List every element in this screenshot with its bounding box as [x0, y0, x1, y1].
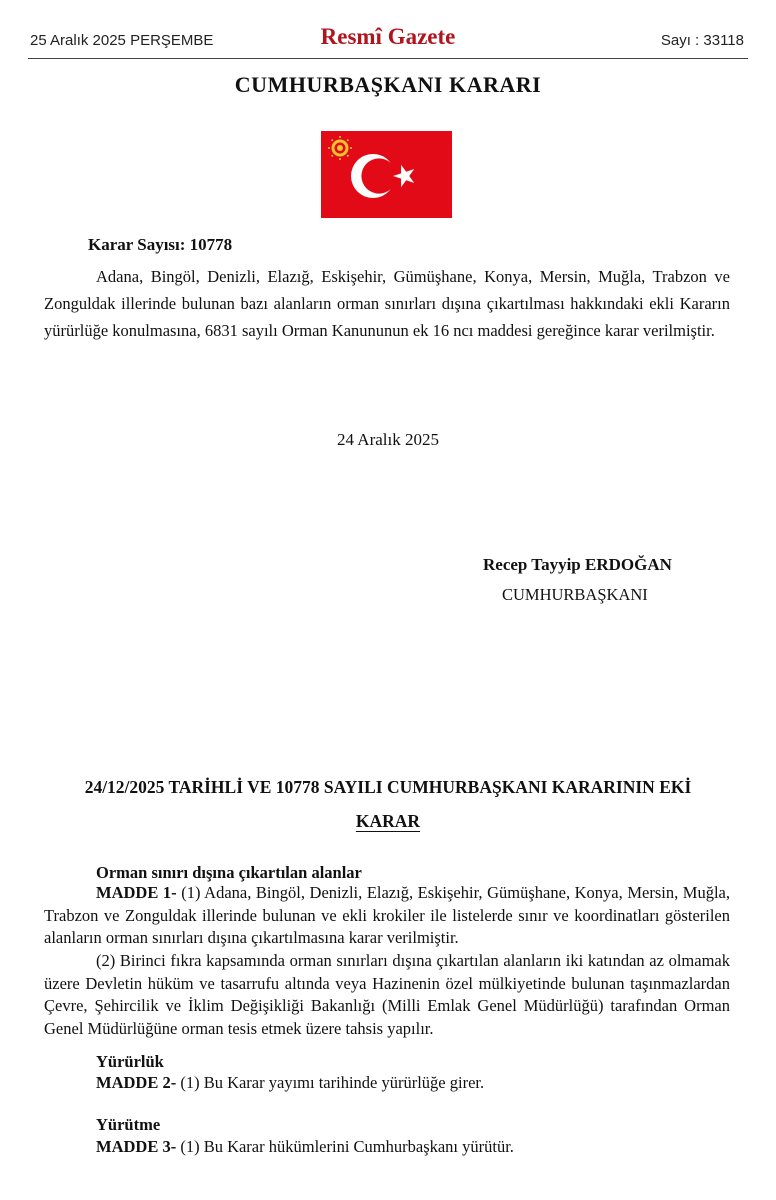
- turkish-flag-icon: [321, 131, 452, 218]
- article-label: MADDE 2-: [96, 1073, 177, 1092]
- decree-date: 24 Aralık 2025: [337, 430, 439, 449]
- article-text: (1) Adana, Bingöl, Denizli, Elazığ, Eskişehir, Gümüşhane, Konya, Mersin, Muğla, Trabzon ve Zonguldak illerinde bulunan ve ekli krokiler ile listelerde sınır ve koordinatları gösterilen alanların orman sınırları dışına çıkartılmasına karar verilmiştir.: [44, 883, 730, 947]
- signer-title: CUMHURBAŞKANI: [502, 585, 648, 604]
- issue-number: Sayı : 33118: [660, 32, 744, 49]
- annex-title: 24/12/2025 TARİHLİ VE 10778 SAYILI CUMHURBAŞKANI KARARININ EKİ: [84, 777, 692, 797]
- article-text: (1) Bu Karar hükümlerini Cumhurbaşkanı yürütür.: [176, 1137, 514, 1156]
- section-heading: Yürürlük: [96, 1052, 164, 1071]
- annex-subtitle-text: KARAR: [355, 811, 421, 831]
- signer-name: Recep Tayyip ERDOĞAN: [483, 555, 672, 574]
- gazette-title: Resmî Gazete: [320, 24, 456, 49]
- decree-body: Adana, Bingöl, Denizli, Elazığ, Eskişehir, Gümüşhane, Konya, Mersin, Muğla, Trabzon ve Zonguldak illerinde bulunan bazı alanların orman sınırları dışına çıkartılması hakkındaki ekli Kararın yürürlüğe konulmasına, 6831 sayılı Orman Kanununun ek 16 ncı maddesi gereğince karar verilmiştir.: [44, 267, 730, 340]
- section-heading: Yürütme: [96, 1115, 161, 1134]
- article-1-paragraph-2: (2) Birinci fıkra kapsamında orman sınırları dışına çıkartılan alanların iki katından az olmamak üzere Devletin hüküm ve tasarrufu altında veya Hazinenin özel mülkiyetinde bulunan taşınmazlardan Çevre, Şehircilik ve İklim Değişikliği Bakanlığı (Milli Emlak Genel Müdürlüğü) tarafından Orman Genel Müdürlüğüne orman tesis etmek üzere tahsis yapılır.: [44, 951, 730, 1038]
- article-label: MADDE 3-: [96, 1137, 177, 1156]
- article-2: [44, 1072, 730, 1095]
- annex-subtitle: [0, 811, 776, 832]
- header-date: 25 Aralık 2025 PERŞEMBE: [30, 32, 214, 49]
- presidential-seal-icon: [328, 136, 352, 160]
- article-label: MADDE 1-: [96, 883, 177, 902]
- article-text: (1) Bu Karar yayımı tarihinde yürürlüğe girer.: [176, 1073, 485, 1092]
- section-heading: Orman sınırı dışına çıkartılan alanlar: [96, 863, 362, 882]
- gazette-header: [28, 22, 748, 59]
- article-3: [44, 1136, 730, 1159]
- decree-title: CUMHURBAŞKANI KARARI: [234, 72, 542, 97]
- article-1: [44, 882, 730, 950]
- decree-number: Karar Sayısı: 10778: [88, 235, 233, 254]
